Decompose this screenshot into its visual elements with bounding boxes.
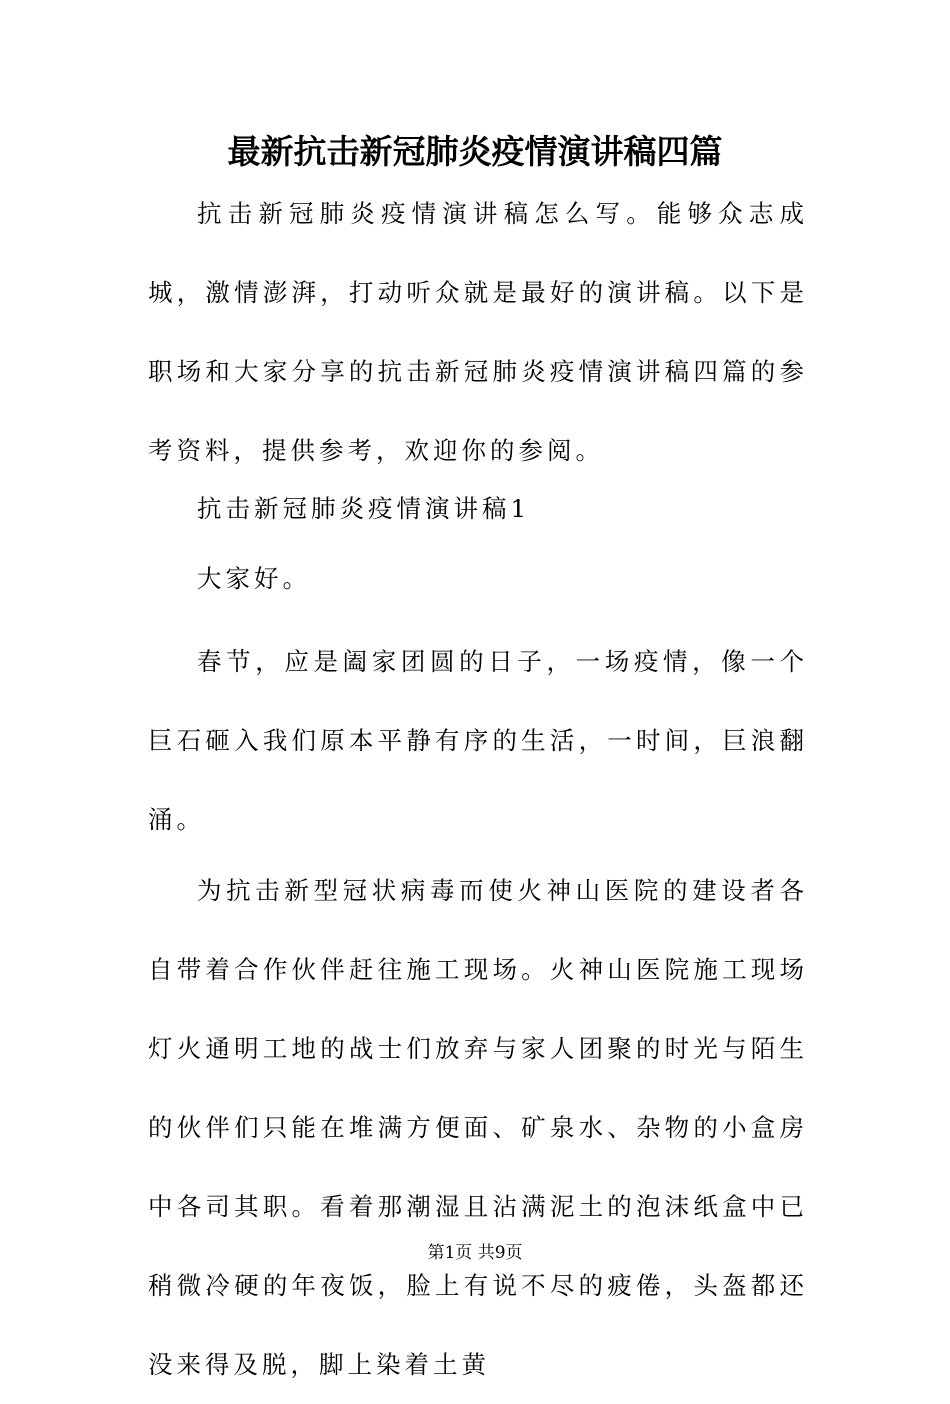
paragraph-spring-festival: 春节，应是阖家团圆的日子，一场疫情，像一个巨石砸入我们原本平静有序的生活，一时间，巨浪翻涌。 bbox=[148, 647, 808, 834]
page-number-footer: 第1页 共9页 bbox=[427, 1243, 523, 1263]
paragraph-heading-1: 抗击新冠肺炎疫情演讲稿1 bbox=[197, 494, 531, 523]
paragraph-huoshenshan: 为抗击新型冠状病毒而使火神山医院的建设者各自带着合作伙伴赶往施工现场。火神山医院施工现场灯火通明工地的战士们放弃与家人团聚的时光与陌生的伙伴们只能在堆满方便面、矿泉水、杂物的小盒房中各司其职。看着那潮湿且沾满泥土的泡沫纸盒中已稍微冷硬的年夜饭，脸上有说不尽的疲倦，头盔都还没来得及脱，脚上染着土黄 bbox=[148, 876, 808, 1379]
paragraph-intro: 抗击新冠肺炎疫情演讲稿怎么写。能够众志成城，激情澎湃，打动听众就是最好的演讲稿。以下是职场和大家分享的抗击新冠肺炎疫情演讲稿四篇的参考资料，提供参考，欢迎你的参阅。 bbox=[148, 199, 808, 465]
paragraph-greeting: 大家好。 bbox=[197, 564, 311, 593]
document-body bbox=[148, 174, 808, 1404]
document-title: 最新抗击新冠肺炎疫情演讲稿四篇 bbox=[227, 132, 723, 171]
